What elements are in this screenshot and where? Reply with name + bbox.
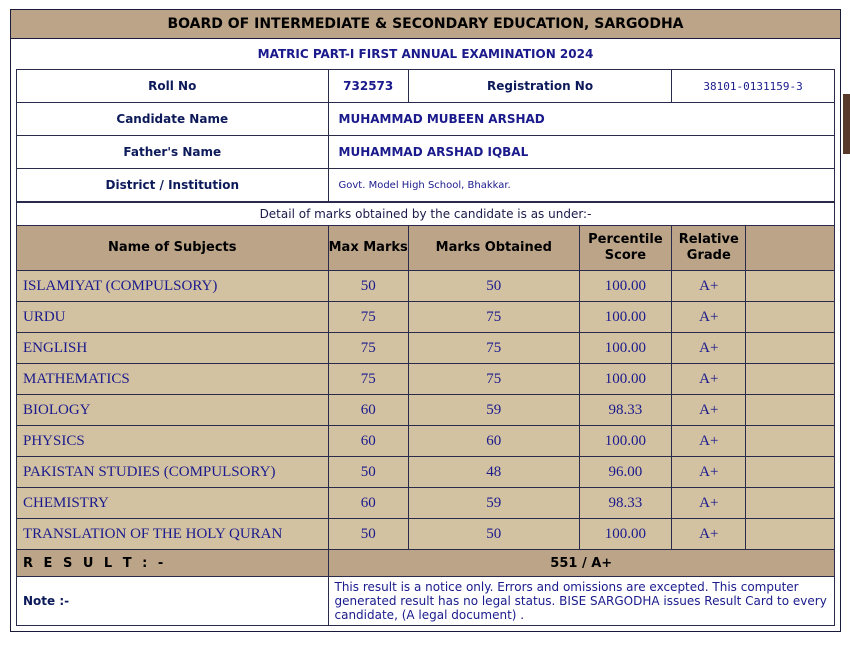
empty-cell — [746, 271, 835, 302]
note-text: This result is a notice only. Errors and omissions are excepted. This computer generated result has no legal status. BISE SARGODHA issues Result Card to every candidate, (A legal document) . — [328, 577, 835, 626]
note-label: Note :- — [17, 577, 329, 626]
max-marks: 50 — [328, 271, 408, 302]
percentile-score: 100.00 — [579, 302, 671, 333]
marks-obtained: 75 — [408, 364, 579, 395]
percentile-score: 100.00 — [579, 426, 671, 457]
subject-name: BIOLOGY — [17, 395, 329, 426]
subject-row — [17, 488, 835, 519]
col-subject-header: Name of Subjects — [17, 226, 329, 271]
marks-obtained: 60 — [408, 426, 579, 457]
max-marks: 75 — [328, 364, 408, 395]
roll-no-label: Roll No — [17, 70, 329, 103]
district-row — [17, 169, 835, 202]
subject-row — [17, 271, 835, 302]
empty-cell — [746, 426, 835, 457]
relative-grade: A+ — [672, 395, 746, 426]
candidate-name-value: MUHAMMAD MUBEEN ARSHAD — [328, 103, 834, 136]
candidate-name-label: Candidate Name — [17, 103, 329, 136]
max-marks: 50 — [328, 519, 408, 550]
marks-obtained: 50 — [408, 519, 579, 550]
empty-cell — [746, 488, 835, 519]
col-max-header: Max Marks — [328, 226, 408, 271]
registration-label: Registration No — [408, 70, 671, 103]
board-title: BOARD OF INTERMEDIATE & SECONDARY EDUCATION, SARGODHA — [11, 10, 840, 39]
max-marks: 60 — [328, 395, 408, 426]
marks-obtained: 75 — [408, 302, 579, 333]
empty-cell — [746, 395, 835, 426]
subject-row — [17, 364, 835, 395]
relative-grade: A+ — [672, 457, 746, 488]
percentile-score: 100.00 — [579, 364, 671, 395]
marks-header-row — [17, 226, 835, 271]
registration-value: 38101-0131159-3 — [672, 70, 835, 103]
relative-grade: A+ — [672, 302, 746, 333]
exam-title: MATRIC PART-I FIRST ANNUAL EXAMINATION 2024 — [257, 47, 594, 61]
empty-cell — [746, 364, 835, 395]
marks-obtained: 59 — [408, 488, 579, 519]
subject-row — [17, 457, 835, 488]
father-row — [17, 136, 835, 169]
subject-name: PAKISTAN STUDIES (COMPULSORY) — [17, 457, 329, 488]
relative-grade: A+ — [672, 364, 746, 395]
max-marks: 75 — [328, 302, 408, 333]
relative-grade: A+ — [672, 271, 746, 302]
background-edge — [843, 94, 850, 154]
district-label: District / Institution — [17, 169, 329, 202]
subject-name: CHEMISTRY — [17, 488, 329, 519]
subject-row — [17, 395, 835, 426]
relative-grade: A+ — [672, 488, 746, 519]
result-label: R E S U L T : - — [17, 550, 329, 577]
max-marks: 60 — [328, 426, 408, 457]
institution-value: Govt. Model High School, Bhakkar. — [328, 169, 834, 202]
subject-row — [17, 302, 835, 333]
col-obtained-header: Marks Obtained — [408, 226, 579, 271]
result-card — [10, 9, 841, 632]
result-body — [16, 69, 835, 626]
father-name-value: MUHAMMAD ARSHAD IQBAL — [328, 136, 834, 169]
percentile-score: 100.00 — [579, 271, 671, 302]
subject-name: ENGLISH — [17, 333, 329, 364]
candidate-info-table — [16, 69, 835, 202]
subject-name: URDU — [17, 302, 329, 333]
subject-row — [17, 519, 835, 550]
detail-text: Detail of marks obtained by the candidate is as under:- — [17, 203, 835, 226]
result-value: 551 / A+ — [328, 550, 835, 577]
percentile-score: 100.00 — [579, 519, 671, 550]
subject-name: PHYSICS — [17, 426, 329, 457]
candidate-row — [17, 103, 835, 136]
max-marks: 50 — [328, 457, 408, 488]
marks-obtained: 48 — [408, 457, 579, 488]
result-row — [17, 550, 835, 577]
marks-obtained: 75 — [408, 333, 579, 364]
relative-grade: A+ — [672, 426, 746, 457]
max-marks: 75 — [328, 333, 408, 364]
marks-obtained: 50 — [408, 271, 579, 302]
col-grade-header: Relative Grade — [672, 226, 746, 271]
marks-obtained: 59 — [408, 395, 579, 426]
roll-no-value: 732573 — [328, 70, 408, 103]
max-marks: 60 — [328, 488, 408, 519]
subject-name: TRANSLATION OF THE HOLY QURAN — [17, 519, 329, 550]
subject-name: ISLAMIYAT (COMPULSORY) — [17, 271, 329, 302]
roll-row — [17, 70, 835, 103]
subject-row — [17, 333, 835, 364]
relative-grade: A+ — [672, 519, 746, 550]
relative-grade: A+ — [672, 333, 746, 364]
subject-row — [17, 426, 835, 457]
empty-cell — [746, 457, 835, 488]
percentile-score: 98.33 — [579, 488, 671, 519]
col-percentile-header: Percentile Score — [579, 226, 671, 271]
empty-cell — [746, 302, 835, 333]
percentile-score: 98.33 — [579, 395, 671, 426]
note-row — [17, 577, 835, 626]
detail-row — [17, 203, 835, 226]
subject-name: MATHEMATICS — [17, 364, 329, 395]
empty-cell — [746, 519, 835, 550]
father-name-label: Father's Name — [17, 136, 329, 169]
marks-table — [16, 202, 835, 626]
col-empty-header — [746, 226, 835, 271]
percentile-score: 96.00 — [579, 457, 671, 488]
empty-cell — [746, 333, 835, 364]
percentile-score: 100.00 — [579, 333, 671, 364]
